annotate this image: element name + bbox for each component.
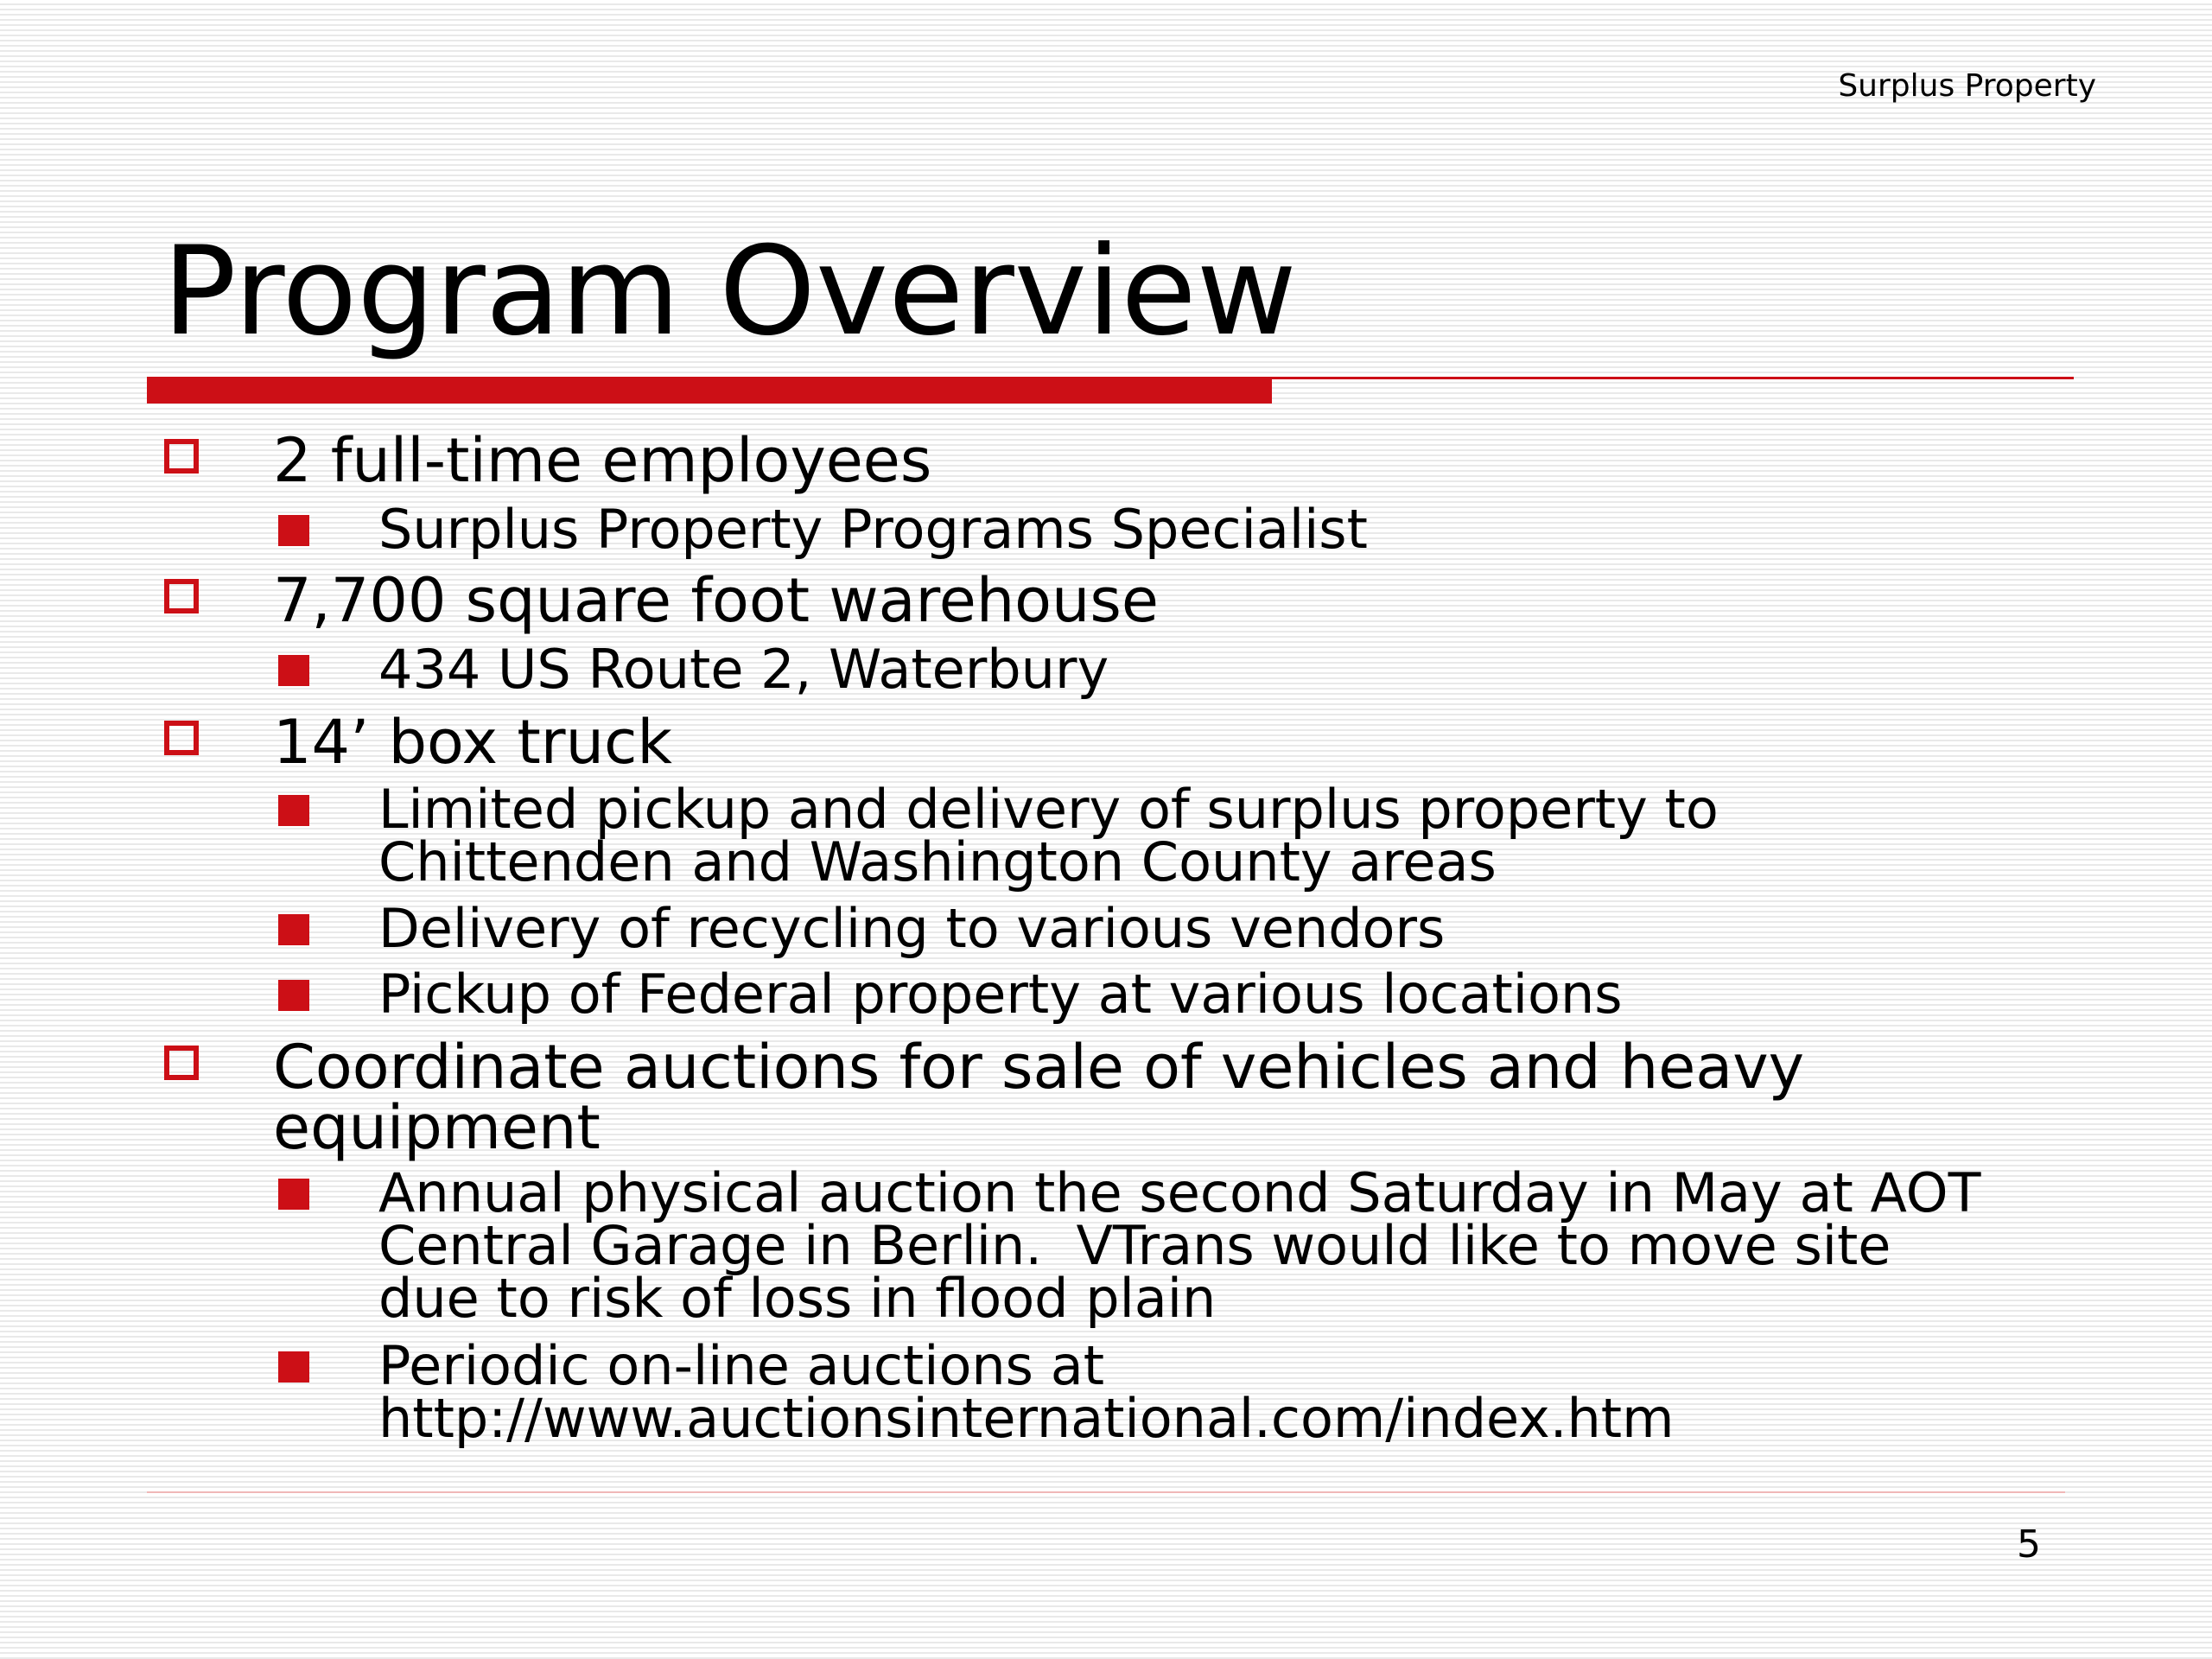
sub-bullet-item: Limited pickup and delivery of surplus property to Chittenden and Washington County areas bbox=[378, 778, 1719, 893]
filled-square-bullet-icon bbox=[278, 795, 309, 826]
slide-title: Program Overview bbox=[162, 220, 1297, 363]
filled-square-bullet-icon bbox=[278, 1179, 309, 1210]
sub-bullet-item: Pickup of Federal property at various locations bbox=[378, 963, 1623, 1026]
filled-square-bullet-icon bbox=[278, 515, 309, 546]
filled-square-bullet-icon bbox=[278, 1351, 309, 1382]
sub-bullet-item: Delivery of recycling to various vendors bbox=[378, 897, 1446, 960]
filled-square-bullet-icon bbox=[278, 914, 309, 945]
hollow-square-bullet-icon bbox=[164, 721, 199, 755]
sub-bullet-item: Annual physical auction the second Saturday in May at AOT Central Garage in Berlin. VTrans would like to move site due to risk of loss in flood plain bbox=[378, 1161, 1981, 1330]
bullet-item: Coordinate auctions for sale of vehicles and heavy equipment bbox=[273, 1032, 1805, 1163]
filled-square-bullet-icon bbox=[278, 980, 309, 1011]
page-number: 5 bbox=[2017, 1522, 2041, 1567]
sub-bullet-item: 434 US Route 2, Waterbury bbox=[378, 638, 1109, 701]
hollow-square-bullet-icon bbox=[164, 439, 199, 474]
header-label: Surplus Property bbox=[1838, 68, 2096, 104]
bullet-item: 14’ box truck bbox=[273, 707, 672, 778]
filled-square-bullet-icon bbox=[278, 655, 309, 686]
title-underline-thick bbox=[147, 377, 1272, 404]
bullet-item: 2 full-time employees bbox=[273, 425, 932, 496]
sub-bullet-item: Periodic on-line auctions at http://www.auctionsinternational.com/index.htm bbox=[378, 1334, 1675, 1450]
hollow-square-bullet-icon bbox=[164, 1046, 199, 1080]
footer-divider bbox=[147, 1491, 2065, 1493]
bullet-item: 7,700 square foot warehouse bbox=[273, 565, 1159, 636]
hollow-square-bullet-icon bbox=[164, 579, 199, 613]
sub-bullet-item: Surplus Property Programs Specialist bbox=[378, 498, 1368, 561]
title-underline-thin bbox=[1272, 377, 2074, 379]
